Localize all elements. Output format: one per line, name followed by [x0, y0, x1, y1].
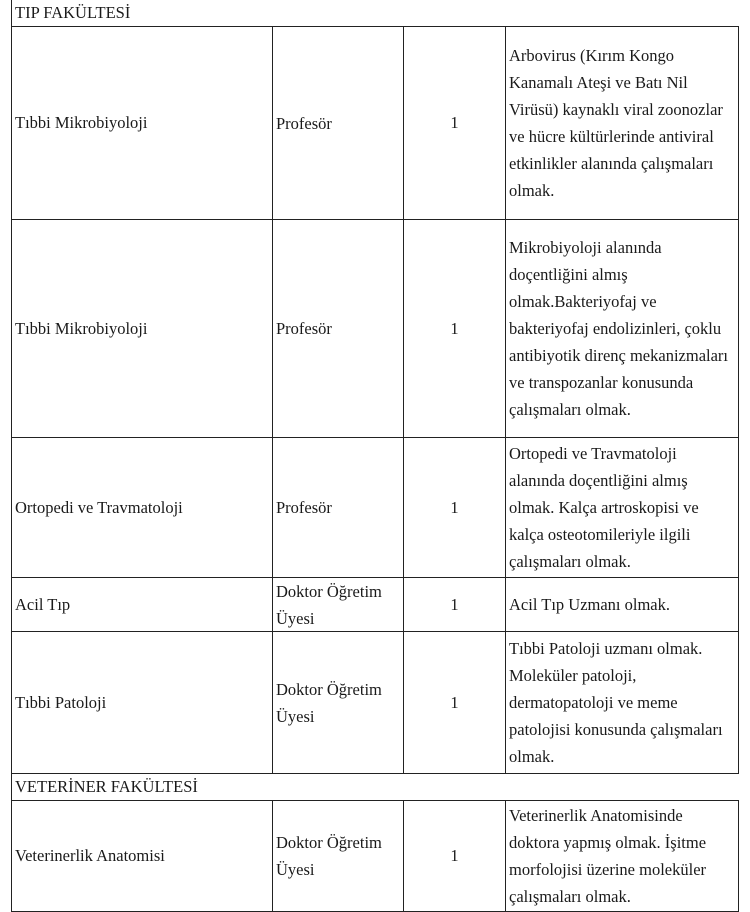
department-cell: Tıbbi Patoloji [12, 632, 273, 773]
department-cell: Ortopedi ve Travmatoloji [12, 438, 273, 577]
count-cell: 1 [404, 220, 506, 437]
section-header-tip [11, 0, 273, 27]
department-cell: Tıbbi Mikrobiyoloji [12, 27, 273, 219]
table-row [11, 578, 739, 632]
table-row [11, 26, 739, 220]
table-row [11, 220, 739, 438]
department-cell: Veterinerlik Anatomisi [12, 801, 273, 911]
requirement-cell: Veterinerlik Anatomisinde doktora yapmış olmak. İşitme morfolojisi üzerine moleküler çalışmaları olmak. [509, 806, 707, 906]
title-cell: Doktor Öğretim Üyesi [273, 578, 404, 631]
count-cell: 1 [404, 632, 506, 773]
count-cell: 1 [404, 27, 506, 219]
title-cell: Doktor Öğretim Üyesi [273, 801, 404, 911]
requirement-cell: Mikrobiyoloji alanında doçentliğini almış olmak.Bakteriyofaj ve bakteriyofaj endolizinleri, çoklu antibiyotik direnç mekanizmaları ve transpozanlar konusunda çalışmaları olmak. [509, 238, 729, 419]
title-cell: Profesör [273, 27, 404, 219]
department-cell: Acil Tıp [12, 578, 273, 631]
table-row [11, 800, 739, 912]
count-cell: 1 [404, 578, 506, 631]
requirement-cell: Tıbbi Patoloji uzmanı olmak. Moleküler patoloji, dermatopatoloji ve meme patolojisi konusunda çalışmaları olmak. [509, 639, 723, 766]
table-row [11, 438, 739, 578]
count-cell: 1 [404, 438, 506, 577]
table-row [11, 632, 739, 774]
section-title: VETERİNER FAKÜLTESİ [15, 777, 198, 796]
requirement-cell: Arbovirus (Kırım Kongo Kanamalı Ateşi ve Batı Nil Virüsü) kaynaklı viral zoonozlar ve hücre kültürlerinde antiviral etkinlikler alanında çalışmaları olmak. [509, 46, 723, 200]
title-cell: Profesör [273, 438, 404, 577]
title-cell: Profesör [273, 220, 404, 437]
count-cell: 1 [404, 801, 506, 911]
department-cell: Tıbbi Mikrobiyoloji [12, 220, 273, 437]
section-header-veteriner [11, 774, 273, 801]
requirement-cell: Acil Tıp Uzmanı olmak. [509, 595, 670, 614]
requirement-cell: Ortopedi ve Travmatoloji alanında doçentliğini almış olmak. Kalça artroskopisi ve kalça osteotomileriyle ilgili çalışmaları olmak. [509, 444, 699, 571]
section-title: TIP FAKÜLTESİ [15, 3, 131, 22]
title-cell: Doktor Öğretim Üyesi [273, 632, 404, 773]
